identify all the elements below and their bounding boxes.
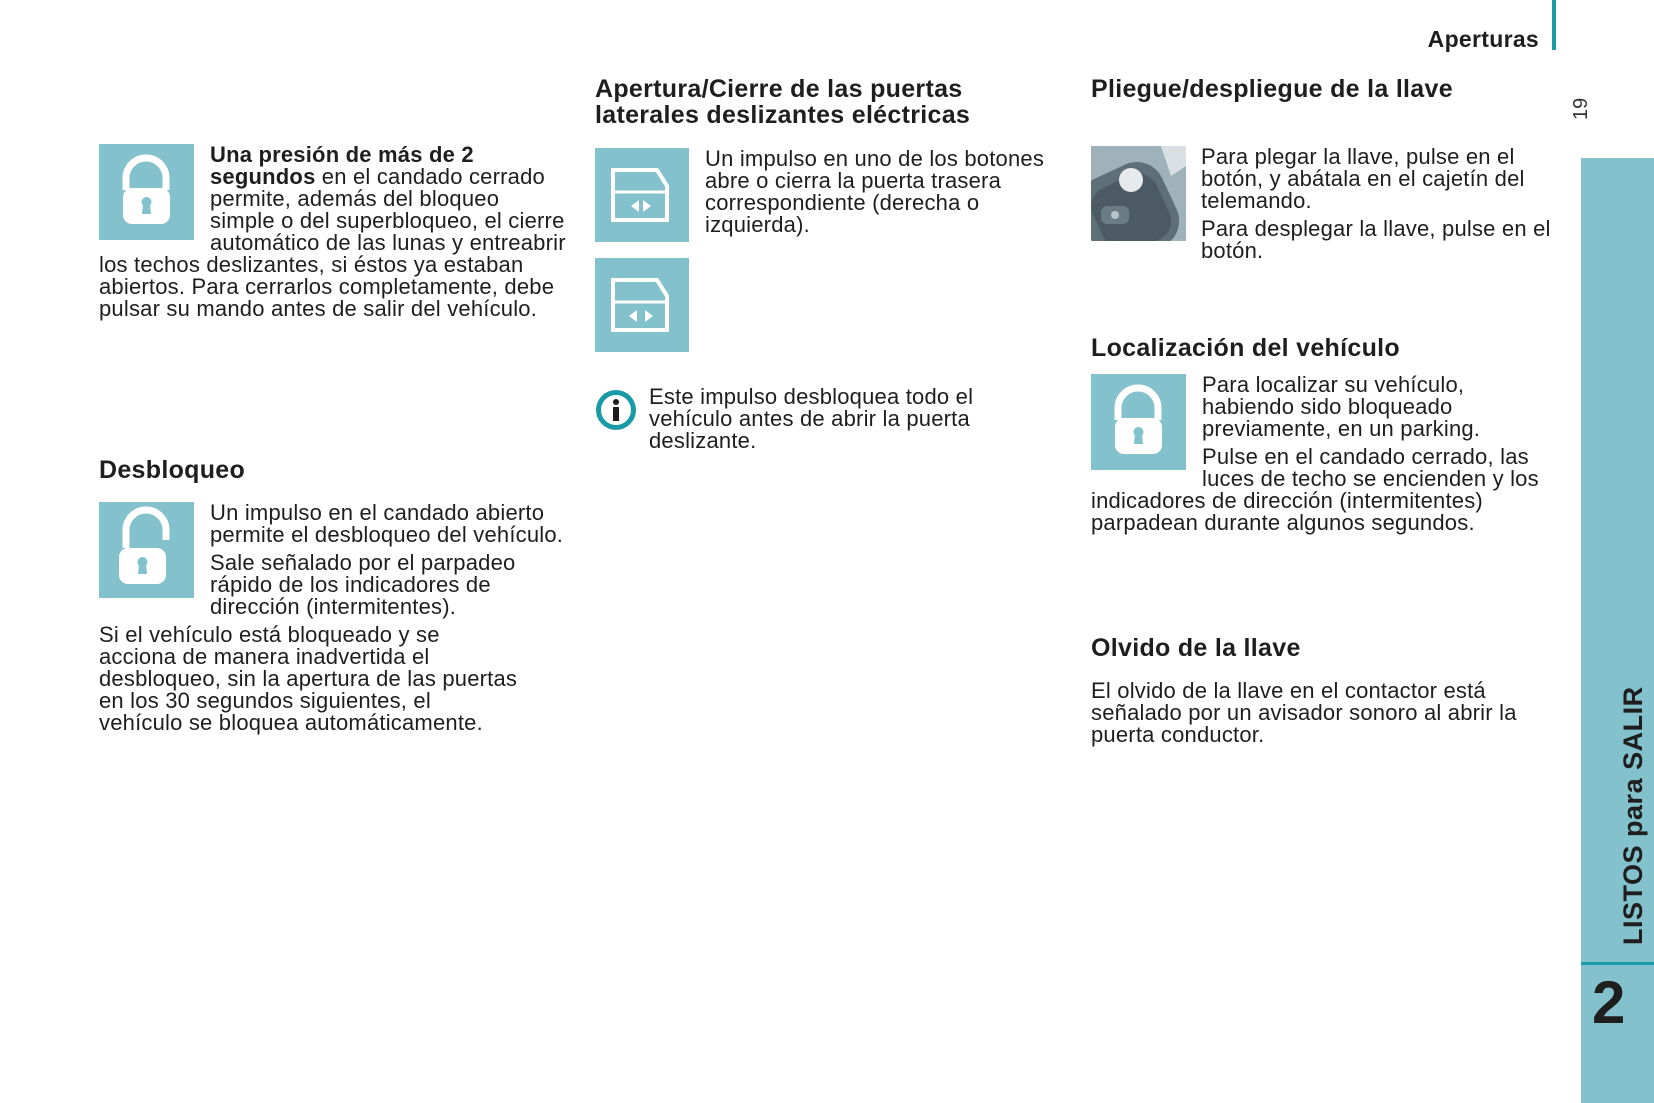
page-section-title: Aperturas xyxy=(1427,26,1539,52)
desbloqueo-p2: Sale señalado por el parpadeo rápido de los indicadores de dirección (intermitentes). xyxy=(210,550,516,619)
key-fold-p1: Para plegar la llave, pulse en el botón, y abátala en el cajetín del telemando. xyxy=(1201,144,1525,213)
chapter-label xyxy=(1618,686,1649,945)
lock-long-press-text xyxy=(99,144,569,320)
sliding-doors-text xyxy=(705,148,1045,242)
right-sliding-door-icon xyxy=(595,258,689,352)
key-fold-p2: Para desplegar la llave, pulse en el botón. xyxy=(1201,216,1551,263)
lock-long-press-rest: en el candado cerrado permite, además del bloqueo simple o del superbloqueo, el cierre automático de las lunas y entreabrir los techos deslizantes, si éstos ya estaban abiertos. Para cerrarlos completamente, debe pulsar su mando antes de salir del vehículo. xyxy=(99,164,566,321)
lock-long-press-bold: Una presión de más de 2 segundos xyxy=(210,142,474,189)
page-number: 19 xyxy=(1570,97,1592,120)
chapter-label-upper: LISTOS xyxy=(1618,844,1648,945)
vehicle-locate-p2: Pulse en el candado cerrado, las luces de techo se encienden y los indicadores de dirección (intermitentes) parpadean durante algunos segundos. xyxy=(1091,444,1539,535)
forgotten-key-title: Olvido de la llave xyxy=(1091,634,1301,662)
desbloqueo-p1: Un impulso en el candado abierto permite el desbloqueo del vehículo. xyxy=(210,500,564,547)
open-padlock-icon xyxy=(99,502,194,598)
vehicle-locate-text xyxy=(1091,374,1561,540)
forgotten-key-text: El olvido de la llave en el contactor está señalado por un avisador sonoro al abrir la puerta conductor. xyxy=(1091,678,1517,747)
key-fold-text xyxy=(1201,146,1561,268)
info-icon xyxy=(594,388,638,432)
sliding-doors-title: Apertura/Cierre de las puertas laterales deslizantes eléctricas xyxy=(595,75,971,129)
chapter-number: 2 xyxy=(1592,969,1626,1036)
desbloqueo-title: Desbloqueo xyxy=(99,456,246,484)
info-note: Este impulso desbloquea todo el vehículo antes de abrir la puerta deslizante. xyxy=(649,384,974,453)
desbloqueo-p3: Si el vehículo está bloqueado y se acciona de manera inadvertida el desbloqueo, sin la apertura de las puertas en los 30 segundos siguientes, el vehículo se bloquea automáticamente. xyxy=(99,622,518,735)
vehicle-locate-p1: Para localizar su vehículo, habiendo sido bloqueado previamente, en un parking. xyxy=(1202,372,1481,441)
locate-padlock-icon xyxy=(1091,374,1186,470)
vehicle-locate-title: Localización del vehículo xyxy=(1091,334,1400,362)
left-sliding-door-icon xyxy=(595,148,689,242)
closed-padlock-icon xyxy=(99,144,194,240)
key-fob-photo xyxy=(1091,146,1186,241)
sliding-doors-p1: Un impulso en uno de los botones abre o cierra la puerta trasera correspondiente (derecha o izquierda). xyxy=(705,146,1045,237)
chapter-label-end: SALIR xyxy=(1618,686,1648,770)
desbloqueo-text xyxy=(99,502,569,740)
key-fold-title: Pliegue/despliegue de la llave xyxy=(1091,75,1453,103)
chapter-rule xyxy=(1581,962,1654,965)
chapter-label-lower: para xyxy=(1618,777,1648,837)
header-rule xyxy=(1552,0,1556,50)
